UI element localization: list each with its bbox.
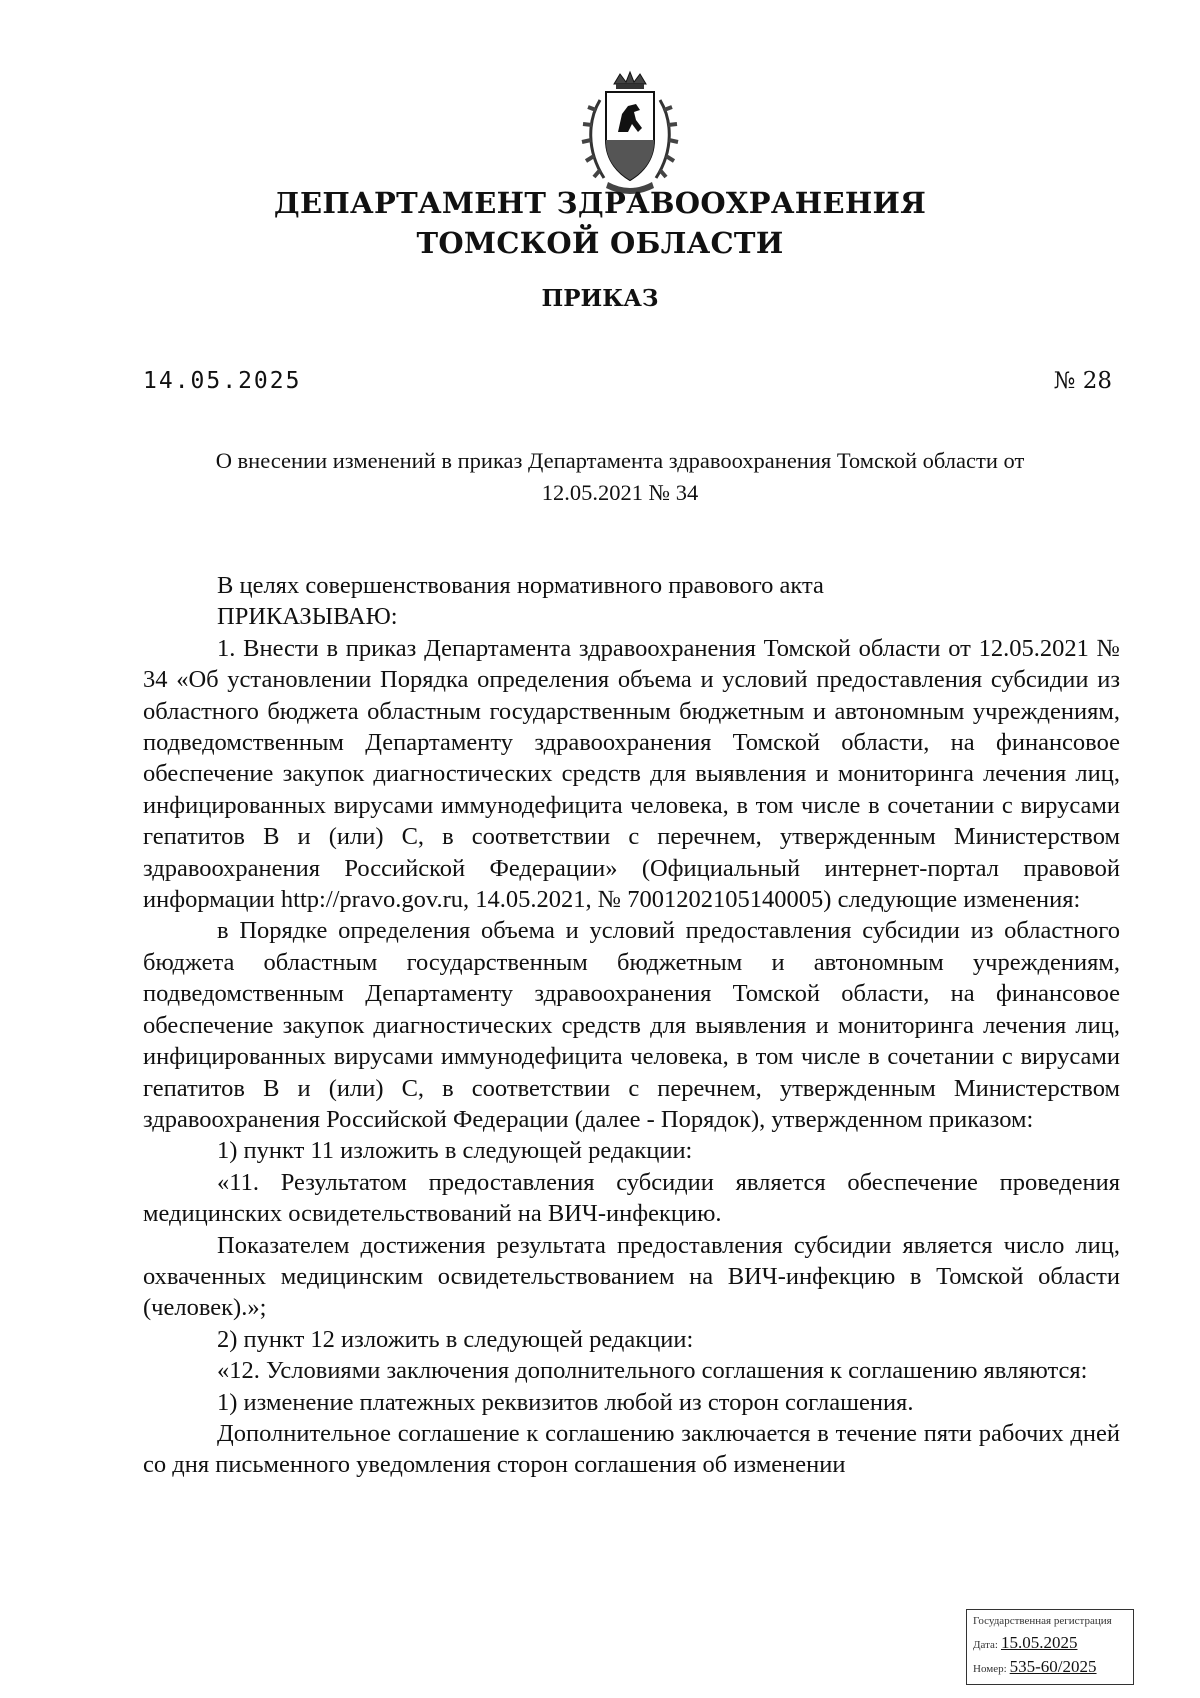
document-body xyxy=(143,570,1120,1481)
registration-title: Государственная регистрация xyxy=(973,1615,1112,1627)
paragraph: 1) пункт 11 изложить в следующей редакции: xyxy=(217,1137,693,1165)
paragraph: в Порядке определения объема и условий предоставления субсидии из областного бюджета областным государственным бюджетным и автономным учреждениям, подведомственным Департаменту здравоохранения Томской области, на финансовое обеспечение закупок диагностических средств для выявления и мониторинга лечения лиц, инфицированных вирусами иммунодефицита человека, в том числе в сочетании с вирусами гепатитов B и (или) C, в соответствии с перечнем, утвержденным Министерством здравоохранения Российской Федерации (далее - Порядок), утвержденном приказом: xyxy=(143,917,1120,1133)
paragraph: 1) изменение платежных реквизитов любой из сторон соглашения. xyxy=(217,1388,914,1416)
paragraph: Показателем достижения результата предоставления субсидии является число лиц, охваченных медицинским освидетельствованием на ВИЧ-инфекцию в Томской области (человек).»; xyxy=(143,1231,1120,1322)
registration-date-label: Дата: xyxy=(973,1639,998,1651)
document-date: 14.05.2025 xyxy=(143,368,302,394)
coat-of-arms-icon xyxy=(570,70,690,198)
subject-line1: О внесении изменений в приказ Департамента здравоохранения Томской области от xyxy=(215,448,1025,473)
paragraph: Дополнительное соглашение к соглашению заключается в течение пяти рабочих дней со дня письменного уведомления сторон соглашения об изменении xyxy=(143,1419,1120,1479)
registration-number-label: Номер: xyxy=(973,1663,1007,1675)
paragraph: 2) пункт 12 изложить в следующей редакции: xyxy=(217,1325,694,1353)
paragraph: «12. Условиями заключения дополнительного соглашения к соглашению являются: xyxy=(217,1357,1088,1385)
registration-number-value: 535-60/2025 xyxy=(1009,1657,1097,1676)
registration-date-row xyxy=(973,1633,1077,1653)
document-number: № 28 xyxy=(1053,368,1112,394)
organization-name-line2: ТОМСКОЙ ОБЛАСТИ xyxy=(416,226,784,260)
paragraph: 1. Внести в приказ Департамента здравоохранения Томской области от 12.05.2021 № 34 «Об установлении Порядка определения объема и условий предоставления субсидии из областного бюджета областным государственным бюджетным и автономным учреждениям, подведомственным Департаменту здравоохранения Томской области, на финансовое обеспечение закупок диагностических средств для выявления и мониторинга лечения лиц, инфицированных вирусами иммунодефицита человека, в том числе в сочетании с вирусами гепатитов B и (или) C, в соответствии с перечнем, утвержденным Министерством здравоохранения Российской Федерации» (Официальный интернет-портал правовой информации http://pravo.gov.ru, 14.05.2021, № 7001202105140005) следующие изменения: xyxy=(143,634,1120,914)
paragraph: ПРИКАЗЫВАЮ: xyxy=(217,603,398,631)
registration-stamp xyxy=(966,1609,1134,1685)
document-type: ПРИКАЗ xyxy=(541,285,659,312)
registration-number-row xyxy=(973,1657,1097,1677)
paragraph: «11. Результатом предоставления субсидии является обеспечение проведения медицинских освидетельствований на ВИЧ-инфекцию. xyxy=(143,1168,1120,1228)
paragraph: В целях совершенствования нормативного правового акта xyxy=(217,572,824,599)
registration-date-value: 15.05.2025 xyxy=(1000,1633,1078,1652)
subject-line2: 12.05.2021 № 34 xyxy=(541,480,699,505)
organization-name-line1: ДЕПАРТАМЕНТ ЗДРАВООХРАНЕНИЯ xyxy=(273,186,927,220)
